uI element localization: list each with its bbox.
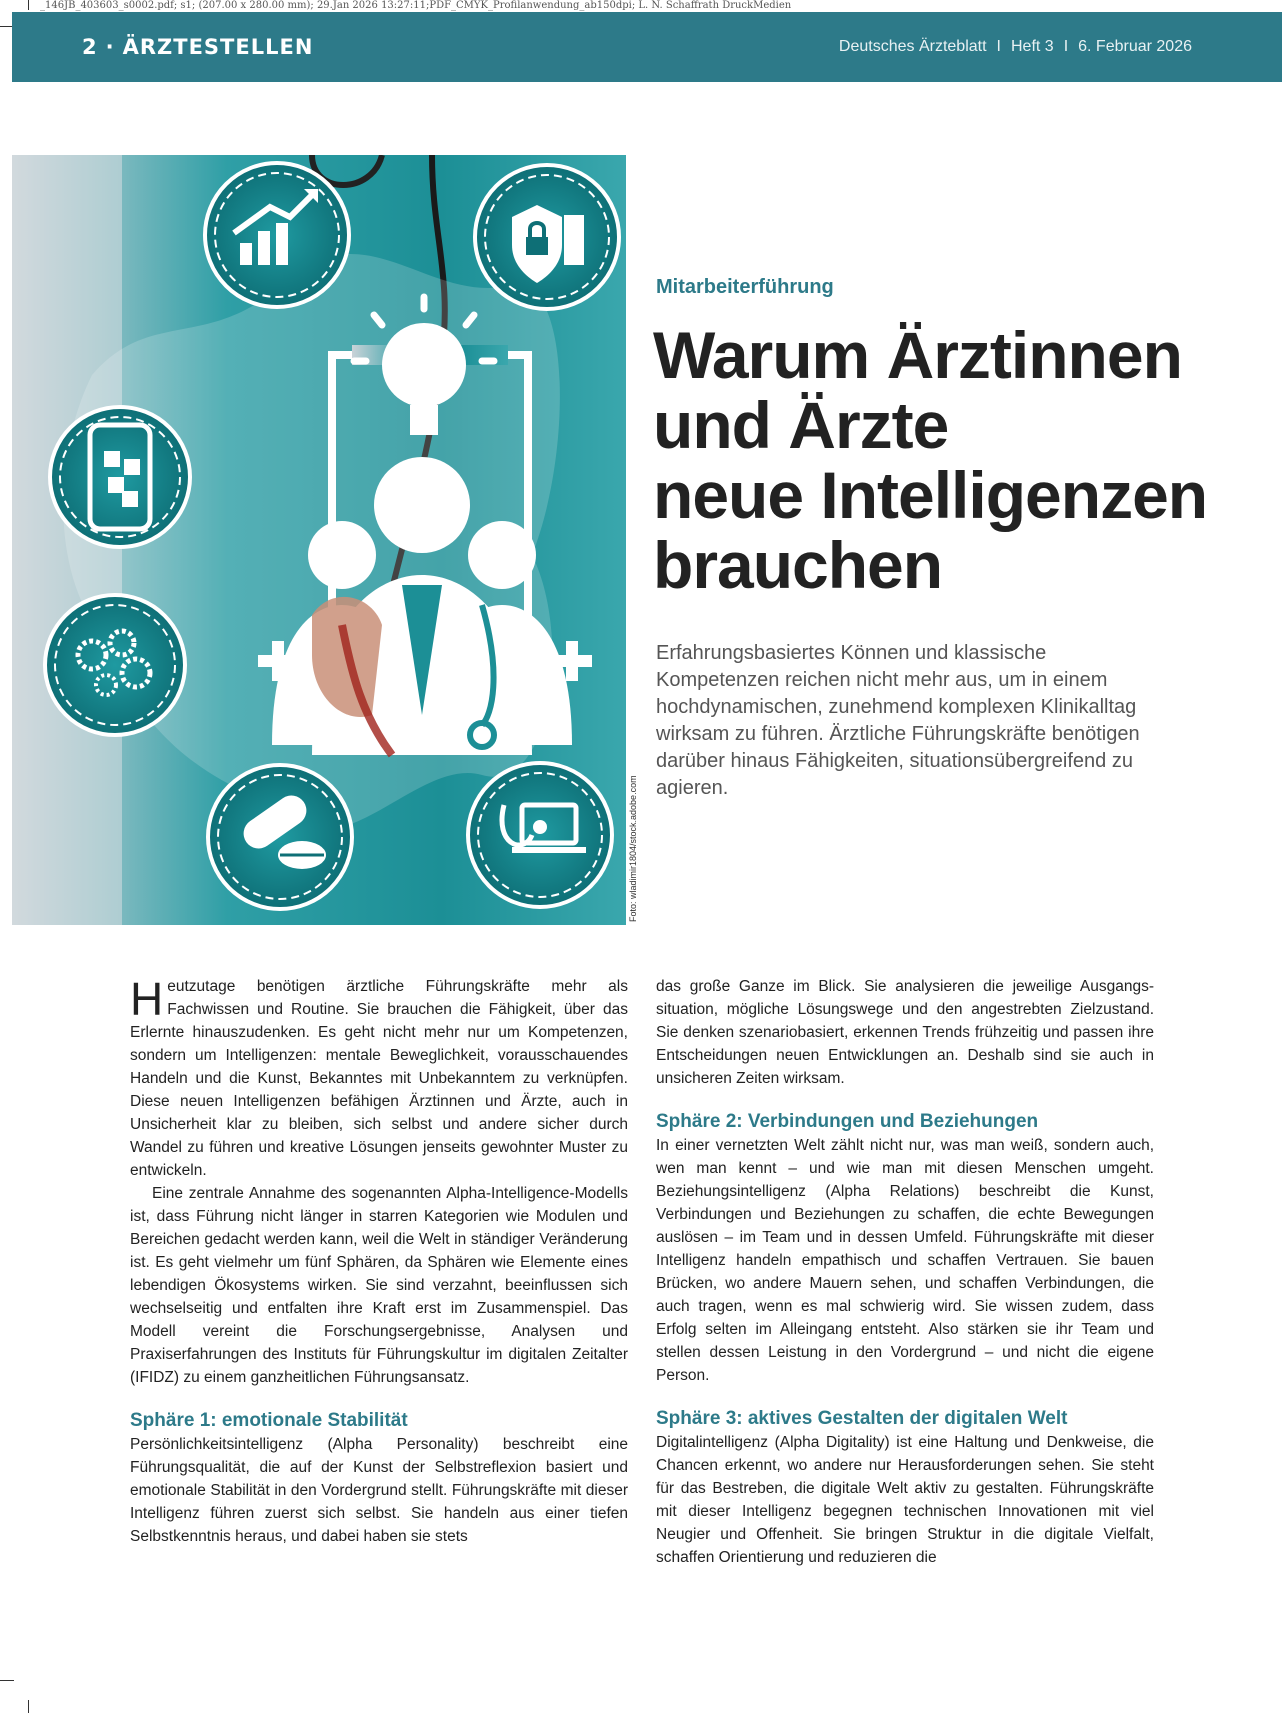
section-title: ÄRZTESTELLEN [122,35,314,59]
body-paragraph: Eine zentrale Annahme des sogenannten Alpha-Intelligence-Modells ist, dass Führung nicht länger in starren Kategorien wie Modulen und Bereichen gedacht werden kann, weil die Welt in ständiger Veränderung ist. Es geht vielmehr um fünf Sphären, da Sphären wie Elemente eines lebendigen Ökosystems wirken. Sie sind verzahnt, beeinflussen sich wechselseitig und entfalten ihre Kraft erst im Zusammenspiel. Das Modell vereint die Forschungsergebnisse, Analysen und Praxiserfahrungen des Instituts für Führungskultur im digitalen Zeitalter (IFIDZ) zu einem ganzheitlichen Führungsansatz. [130,1185,628,1386]
section-heading-2: Sphäre 2: Verbindungen und Beziehungen [656,1111,1039,1132]
article-kicker: Mitarbeiterführung [656,276,834,298]
headline-line: Warum Ärztinnen [653,318,1182,392]
pills-icon [208,765,352,909]
body-paragraph: das große Ganze im Blick. Sie analysieren die jeweilige Ausgangssituation, mögliche Lösungswege und den angestrebten Zielzustand. Sie denken szenariobasiert, erkennen Trends frühzeitig und passen ihre Entscheidungen neuen Entwicklungen an. Deshalb sind sie auch in unsicheren Zeiten wirksam. [656,978,1154,1087]
body-paragraph: In einer vernetzten Welt zählt nicht nur, was man weiß, sondern auch, wen man kennt – und wie man mit diesen Menschen umgeht. Beziehungsintelligenz (Alpha Relations) beschreibt die Kunst, Verbindungen und Beziehungen zu schaffen, die echte Bewegungen auslösen – im Team und in dessen Umfeld. Führungskräfte mit dieser Intelligenz handeln empathisch und schaffen Vertrauen. Sie bauen Brücken, wo andere Mauern sehen, und schaffen Verbindungen, die auch tragen, wenn es mal schwierig wird. Sie wissen zudem, dass Erfolg selten im Alleingang entsteht. Also stärken sie ihr Team und stellen dessen Leistung in den Vordergrund – und nicht die eigene Person. [656,1137,1154,1384]
crop-mark [28,0,29,10]
body-paragraph: Persönlichkeitsintelligenz (Alpha Personality) beschreibt eine Führungsqualität, die auf der Kunst der Selbstreflexion basiert und emotionale Stabilität in den Vordergrund stellt. Führungskräfte mit dieser Intelligenz führen zuerst sich selbst. Sie handeln aus einer tiefen Selbstkenntnis heraus, und dabei haben sie stets [130,1436,628,1545]
body-paragraph: Heutzutage benötigen ärztliche Führungskräfte mehr als Fachwissen und Routine. Sie brauchen die Fähigkeit, über das Erlernte hinauszudenken. Es geht nicht mehr nur um Kompetenzen, sondern um Intelligenzen: mentale Beweglichkeit, vorausschauendes Handeln und die Kunst, Bekanntes mit Unbekanntem zu verknüpfen. Diese neuen Intelligenzen befähigen Ärztinnen und Ärzte, auch in Unsicherheit klar zu bleiben, sich selbst und andere sicher durch Wandel zu führen und kreative Lösungen jenseits gewohnter Muster zu entwickeln. [130,973,628,1179]
header-divider: I [996,38,1001,55]
crop-mark [28,1700,29,1713]
issue-number: Heft 3 [1011,38,1054,55]
crop-mark [0,1680,14,1681]
photo-credit: Foto: wladimir1804/stock.adobe.com [628,775,638,922]
issue-date: 6. Februar 2026 [1078,38,1192,55]
headline-line: brauchen [653,528,943,602]
header-publication-info [839,12,1192,82]
drop-cap: H [130,973,164,1025]
headline-line: und Ärzte [653,388,949,462]
header-divider: I [1063,38,1069,55]
section-heading-3: Sphäre 3: aktives Gestalten der digitalen Welt [656,1408,1068,1429]
article-headline [653,320,1273,600]
section-heading-1: Sphäre 1: emotionale Stabilität [130,1410,408,1431]
laptop-stethoscope-icon [468,763,612,907]
publication-name: Deutsches Ärzteblatt [838,38,987,55]
header-section [82,12,313,82]
article-image [12,155,626,925]
brain-gears-icon [45,595,185,735]
body-column-left [130,975,628,1548]
article-lead: Erfahrungsbasiertes Können und klassische Kompetenzen reichen nicht mehr aus, um in einem hochdynamischen, zunehmend komplexen Klinikalltag wirksam zu führen. Ärztliche Führungskräfte benötigen darüber hinaus Fähigkeiten, situationsübergreifend zu agieren. [656,642,1140,799]
body-column-right [656,975,1154,1569]
header-separator: · [105,35,115,59]
body-paragraph: Digitalintelligenz (Alpha Digitality) ist eine Haltung und Denkweise, die Chancen erkennt, wo andere nur Herausforderungen sehen. Sie steht für das Bestreben, die digitale Welt aktiv zu gestalten. Führungskräfte mit dieser Intelligenz begegnen technischen Innovationen mit viel Neugier und Offenheit. Sie bringen Struktur in die digitale Vielfalt, schaffen Orientierung und reduzieren die [656,1434,1154,1566]
security-lock-icon [475,165,619,309]
page-number: 2 [82,35,98,59]
print-slug: _146JB_403603_s0002.pdf; s1; (207.00 x 280.00 mm); 29.Jan 2026 13:27:11;PDF_CMYK_Profilanwendung_ab150dpi; L. N. Schaffrath DruckMedien [40,0,792,11]
chart-growth-icon [205,163,349,307]
page-header [12,12,1282,82]
headline-line: neue Intelligenzen [653,458,1208,532]
smartphone-puzzle-icon [50,407,190,547]
